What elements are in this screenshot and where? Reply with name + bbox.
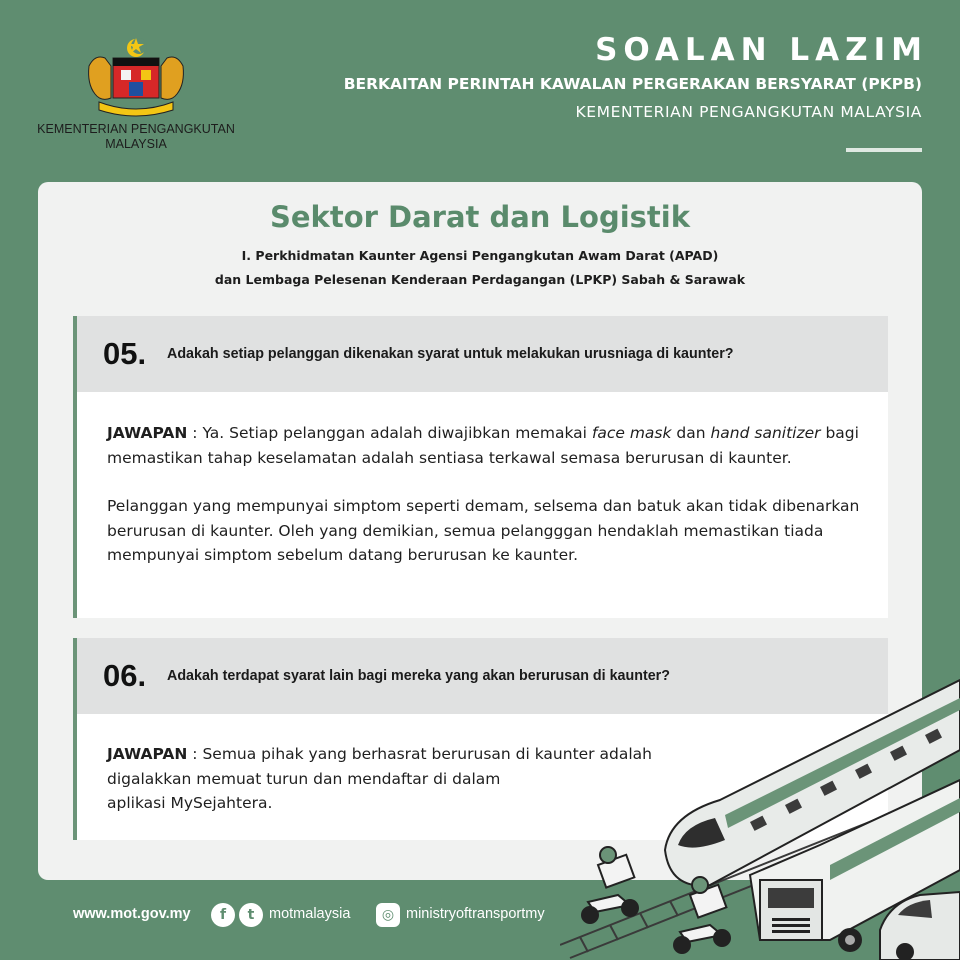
sector-title: Sektor Darat dan Logistik	[269, 200, 691, 234]
answer-label: JAWAPAN	[107, 424, 188, 442]
social-handle-instagram[interactable]: ministryoftransportmy	[406, 906, 545, 922]
footer	[0, 900, 620, 934]
page-subtitle: BERKAITAN PERINTAH KAWALAN PERGERAKAN BERSYARAT (PKPB)	[343, 75, 922, 93]
ministry-logo	[30, 36, 242, 152]
section-subtitle-line2: dan Lembaga Pelesenan Kenderaan Perdagangan (LPKP) Sabah & Sarawak	[214, 272, 746, 287]
answer-label: JAWAPAN	[107, 745, 188, 763]
answer-text: : Ya. Setiap pelanggan adalah diwajibkan memakai	[187, 424, 592, 442]
answer-emphasis: face mask	[591, 424, 672, 442]
faq-item-05	[73, 316, 888, 618]
header-divider	[846, 148, 922, 152]
transport-illustration-icon	[560, 640, 960, 960]
twitter-icon[interactable]: t	[239, 903, 263, 927]
coat-of-arms-icon	[81, 36, 191, 118]
ministry-name: KEMENTERIAN PENGANGKUTAN MALAYSIA	[575, 103, 922, 121]
answer-text: : Semua pihak yang berhasrat berurusan di kaunter adalah	[187, 745, 652, 763]
answer-text: aplikasi MySejahtera.	[107, 794, 273, 812]
answer-paragraph-2: Pelanggan yang mempunyai simptom seperti demam, selsema dan batuk akan tidak dibenarkan berurusan di kaunter. Oleh yang demikian, semua pelangggan hendaklah memastikan tiada mempunyai simptom sebelum datang berurusan ke kaunter.	[107, 497, 860, 564]
page-header	[343, 30, 928, 124]
answer-text: bagi memastikan tahap keselamatan adalah sentiasa terkawal semasa berurusan di kaunter.	[107, 424, 859, 467]
logo-caption-line2: MALAYSIA	[105, 137, 167, 151]
page-title: SOALAN LAZIM	[595, 32, 928, 68]
question-number: 05.	[103, 336, 147, 371]
answer-emphasis: hand sanitizer	[710, 424, 821, 442]
instagram-icon[interactable]: ◎	[376, 903, 400, 927]
answer-paragraph-1	[107, 421, 868, 470]
answer-text: dan	[671, 424, 711, 442]
facebook-icon[interactable]: f	[211, 903, 235, 927]
question-text: Adakah setiap pelanggan dikenakan syarat untuk melakukan urusniaga di kaunter?	[167, 346, 734, 362]
question-bar	[73, 316, 888, 392]
section-subtitle-line1: I. Perkhidmatan Kaunter Agensi Pengangkutan Awam Darat (APAD)	[241, 248, 719, 263]
website-link[interactable]: www.mot.gov.my	[73, 906, 191, 922]
answer-box	[73, 392, 888, 618]
question-number: 06.	[103, 658, 147, 693]
social-handle-motmalaysia[interactable]: motmalaysia	[269, 906, 351, 922]
answer-text: digalakkan memuat turun dan mendaftar di dalam	[107, 769, 501, 788]
logo-caption-line1: KEMENTERIAN PENGANGKUTAN	[37, 122, 235, 136]
question-text: Adakah terdapat syarat lain bagi mereka yang akan berurusan di kaunter?	[167, 668, 670, 684]
